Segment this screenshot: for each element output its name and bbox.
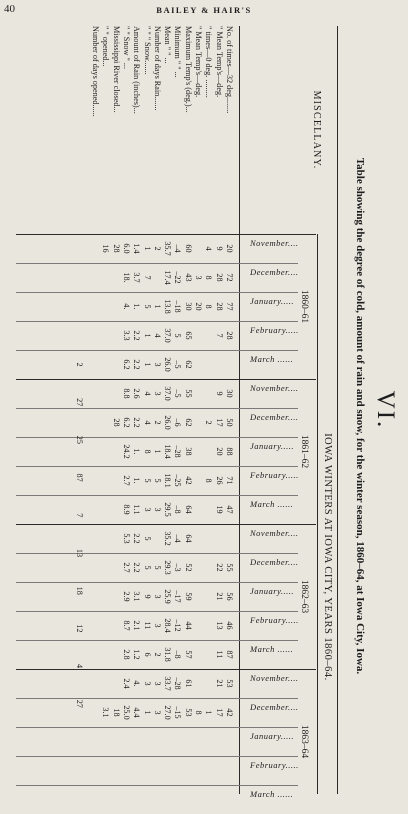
table-cell: 1.1 (132, 504, 142, 515)
row-label: " Mean Temp's—deg. (194, 26, 204, 98)
table-cell: 19 (214, 505, 224, 514)
table-cell: 4 (142, 420, 152, 425)
table-cell: 13 (214, 621, 224, 630)
month-divider (16, 263, 298, 264)
table-cell: 35.7 (163, 241, 173, 256)
table-cell: 1 (152, 449, 162, 454)
table-cell: 1 (204, 710, 214, 715)
table-cell: 2 (152, 246, 162, 251)
table-cell: 6.0 (122, 243, 131, 254)
table-cell: –15 (173, 706, 183, 719)
table-cell: 2.8 (122, 649, 131, 660)
table-cell: –12 (173, 619, 183, 632)
table-cell: 6 (142, 652, 152, 657)
table-cell: –18 (173, 300, 183, 313)
month-header: March ...... (250, 499, 294, 509)
table-cell: 71 (225, 476, 234, 485)
table-cell: 42 (225, 708, 234, 717)
table-cell: 60 (183, 244, 193, 253)
table-cell: 18 (111, 708, 121, 717)
table-cell: –3 (173, 563, 183, 572)
table-cell: 17 (214, 418, 224, 427)
table-cell: 28 (214, 273, 224, 282)
miscellany-heading: MISCELLANY. (311, 90, 322, 170)
table-cell: 3 (142, 681, 152, 686)
table-cell: 2.9 (122, 591, 131, 602)
table-cell: 5 (142, 536, 152, 541)
table-cell: 28 (225, 331, 234, 340)
table-cell: 13.8 (163, 299, 173, 314)
table-cell: 62 (183, 360, 193, 369)
table-cell: 28.4 (163, 618, 173, 633)
row-label: " times—0 deg. ......... (204, 26, 214, 98)
table-rule-head (239, 26, 240, 794)
table-cell: 25.9 (163, 589, 173, 604)
table-cell: 4. (132, 680, 142, 687)
table-cell: 2.6 (132, 388, 142, 399)
table-cell: 2.2 (132, 417, 142, 428)
table-cell: 1 (142, 246, 152, 251)
month-divider (16, 727, 298, 728)
table-cell: 6.2 (122, 417, 131, 428)
table-cell: 21 (214, 592, 224, 601)
table-cell: 21 (214, 679, 224, 688)
table-cell: 5 (142, 304, 152, 309)
table-rule-title (317, 234, 318, 794)
table-cell: 5 (173, 333, 183, 338)
table-cell: 7 (142, 275, 152, 280)
table-cell: –17 (173, 590, 183, 603)
month-header: November.... (250, 383, 299, 393)
table-cell: 3 (152, 507, 162, 512)
table-cell: 3.7 (132, 272, 142, 283)
table-cell: 53 (183, 708, 193, 717)
table-cell: 4. (122, 303, 131, 310)
table-cell: 6.2 (122, 359, 131, 370)
table-cell: 37.0 (163, 328, 173, 343)
table-cell: 4 (152, 333, 162, 338)
table-cell: 3 (152, 594, 162, 599)
table-cell: 30 (225, 389, 234, 398)
table-note: 27 (74, 398, 84, 407)
table-cell: 4 (142, 391, 152, 396)
table-note: 27 (74, 699, 84, 708)
page-number: 40 (4, 3, 15, 15)
table-cell: 62 (183, 418, 193, 427)
table-cell: 55 (225, 563, 234, 572)
table-caption: Table showing the degree of cold, amount of rain and snow, for the winter season, 1860–64, at Iowa City, Iowa. (354, 157, 366, 675)
month-header: November.... (250, 673, 299, 683)
table-cell: 9 (214, 246, 224, 251)
table-cell: 9 (142, 594, 152, 599)
row-label: Mississippi River closed... (111, 26, 121, 113)
table-cell: 28 (111, 244, 121, 253)
table-cell: 3 (142, 507, 152, 512)
table-cell: 25.0 (122, 705, 131, 720)
table-cell: 42 (183, 476, 193, 485)
table-note: 13 (74, 548, 84, 558)
rotated-table-page (0, 22, 408, 798)
table-cell: 57 (183, 650, 193, 659)
table-cell: 8 (142, 449, 152, 454)
table-cell: 64 (183, 505, 193, 514)
table-cell: 31.8 (163, 647, 173, 662)
table-cell: 4 (204, 246, 214, 251)
month-divider (16, 756, 298, 757)
table-cell: 46 (225, 621, 234, 630)
month-header: March ...... (250, 354, 294, 364)
table-cell: 3 (152, 391, 162, 396)
month-header: February..... (250, 760, 299, 770)
month-header: March ...... (250, 644, 294, 654)
table-cell: 77 (225, 302, 234, 311)
table-cell: 26 (214, 476, 224, 485)
table-cell: 50 (225, 418, 234, 427)
table-note: 4 (74, 664, 84, 669)
table-cell: 18. (122, 272, 131, 283)
table-cell: –5 (173, 360, 183, 369)
row-label: Minimum " " ... (173, 26, 183, 78)
table-cell: 26.0 (163, 357, 173, 372)
table-cell: 33.7 (163, 676, 173, 691)
table-cell: 29.5 (163, 502, 173, 517)
table-cell: 22 (214, 563, 224, 572)
table-cell: 3.1 (101, 707, 111, 718)
table-cell: 30 (183, 302, 193, 311)
table-cell: 2.1 (132, 620, 142, 631)
table-cell: 8.8 (122, 388, 131, 399)
table-cell: 16 (101, 244, 111, 253)
table-cell: 4.4 (132, 707, 142, 718)
table-cell: 29.3 (163, 560, 173, 575)
table-cell: 88 (225, 447, 234, 456)
row-label: " " " Snow....... (142, 26, 152, 75)
row-label: Mean " " ... (163, 26, 173, 64)
row-label: Number of days opened...... (91, 26, 101, 117)
table-cell: 1 (142, 362, 152, 367)
table-cell: 65 (183, 331, 193, 340)
table-cell: 5 (152, 565, 162, 570)
table-cell: 47 (225, 505, 234, 514)
table-cell: 28 (214, 302, 224, 311)
table-cell: 2.2 (132, 533, 142, 544)
table-title: IOWA WINTERS AT IOWA CITY, YEARS 1860–64. (322, 433, 333, 681)
table-cell: 43 (183, 273, 193, 282)
table-cell: 9 (214, 391, 224, 396)
table-cell: 11 (142, 621, 152, 630)
row-label: Maximum Temp's (deg.)... (183, 26, 193, 113)
table-cell: 5.3 (122, 533, 131, 544)
table-cell: 1. (132, 477, 142, 484)
table-note: 87 (74, 473, 84, 482)
table-cell: 7 (214, 333, 224, 338)
table-cell: 20 (214, 447, 224, 456)
table-cell: 3 (152, 362, 162, 367)
table-cell: 3.3 (122, 330, 131, 341)
table-cell: 72 (225, 273, 234, 282)
table-cell: 2.7 (122, 475, 131, 486)
table-rule-top (337, 26, 338, 794)
table-cell: 35.2 (163, 531, 173, 546)
table-note: 12 (74, 624, 84, 633)
table-cell: 3.1 (132, 591, 142, 602)
table-cell: –5 (173, 389, 183, 398)
table-cell: 5 (152, 478, 162, 483)
table-cell: 5 (142, 565, 152, 570)
table-note: 2 (74, 362, 84, 367)
month-header: February..... (250, 325, 299, 335)
table-cell: 8 (204, 478, 214, 483)
season-label: 1860–61 (299, 289, 309, 324)
month-header: March ...... (250, 789, 294, 799)
month-divider (16, 785, 298, 786)
table-cell: 1 (142, 333, 152, 338)
table-cell: 2 (152, 652, 162, 657)
table-note: 25 (74, 435, 84, 444)
table-cell: 17 (214, 708, 224, 717)
table-cell: 3 (152, 681, 162, 686)
table-cell: 2.2 (132, 359, 142, 370)
table-cell: 20 (194, 302, 204, 311)
table-cell: 2 (152, 420, 162, 425)
month-header: February..... (250, 470, 299, 480)
table-cell: –22 (173, 271, 183, 284)
table-cell: 26.0 (163, 415, 173, 430)
row-label: Number of days Rain....... (152, 26, 162, 111)
table-cell: 5 (142, 478, 152, 483)
month-header: January..... (250, 586, 295, 596)
table-cell: 59 (183, 592, 193, 601)
table-cell: 17.4 (163, 270, 173, 285)
table-cell: 1. (132, 303, 142, 310)
table-number: VI. (372, 390, 399, 430)
table-cell: 2.2 (132, 562, 142, 573)
table-cell: 1.4 (132, 243, 142, 254)
row-label: " Mean Temp's—deg. (214, 26, 224, 98)
table-cell: –6 (173, 418, 183, 427)
table-cell: –8 (173, 650, 183, 659)
table-cell: –4 (173, 534, 183, 543)
month-header: February..... (250, 615, 299, 625)
table-cell: 18.4 (163, 444, 173, 459)
table-cell: 27.0 (163, 705, 173, 720)
table-cell: 8 (194, 710, 204, 715)
season-label: 1862–63 (299, 579, 309, 614)
table-cell: 56 (225, 592, 234, 601)
table-cell: –8 (173, 505, 183, 514)
table-cell: –28 (173, 445, 183, 458)
month-header: December.... (250, 702, 299, 712)
table-cell: 1 (142, 710, 152, 715)
table-cell: –28 (173, 677, 183, 690)
table-cell: 87 (225, 650, 234, 659)
table-cell: 24.2 (122, 444, 131, 459)
table-cell: 2 (204, 420, 214, 425)
table-cell: 38 (183, 447, 193, 456)
table-cell: –25 (173, 474, 183, 487)
table-cell: 3 (152, 710, 162, 715)
table-cell: 20 (225, 244, 234, 253)
table-cell: 55 (183, 389, 193, 398)
month-header: December.... (250, 412, 299, 422)
table-cell: 2.4 (122, 678, 131, 689)
running-head: BAILEY & HAIR'S (156, 5, 252, 15)
row-label: " " Snow " ... (122, 26, 131, 70)
table-cell: 53 (225, 679, 234, 688)
season-label: 1863–64 (299, 724, 309, 759)
row-label: " " opened... (101, 26, 111, 67)
table-cell: 11 (214, 650, 224, 659)
page-header (0, 0, 408, 22)
table-cell: 8.7 (122, 620, 131, 631)
table-cell: 8 (204, 275, 214, 280)
table-cell: 2.2 (132, 330, 142, 341)
season-label: 1861–62 (299, 434, 309, 469)
table-cell: 37.0 (163, 386, 173, 401)
month-header: November.... (250, 528, 299, 538)
row-label: Amount of Rain (inches)... (132, 26, 142, 114)
table-cell: 61 (183, 679, 193, 688)
month-header: December.... (250, 267, 299, 277)
table-cell: –4 (173, 244, 183, 253)
table-cell: 2.7 (122, 562, 131, 573)
table-note: 18 (74, 586, 84, 595)
table-cell: 1 (152, 304, 162, 309)
table-cell: 8.9 (122, 504, 131, 515)
month-header: January..... (250, 296, 295, 306)
table-note: 7 (74, 513, 84, 518)
month-header: January..... (250, 731, 295, 741)
month-header: January..... (250, 441, 295, 451)
table-cell: 18.1 (163, 473, 173, 488)
table-cell: 3 (152, 623, 162, 628)
table-cell: 64 (183, 534, 193, 543)
table-cell: 28 (111, 418, 121, 427)
table-cell: 1.2 (132, 649, 142, 660)
month-header: December.... (250, 557, 299, 567)
table-cell: 8 (204, 304, 214, 309)
table-cell: 52 (183, 563, 193, 572)
month-header: November.... (250, 238, 299, 248)
table-cell: 3 (194, 275, 204, 280)
table-cell: 1. (132, 448, 142, 455)
row-label: No. of times—32 deg........ (225, 26, 234, 114)
table-cell: 44 (183, 621, 193, 630)
